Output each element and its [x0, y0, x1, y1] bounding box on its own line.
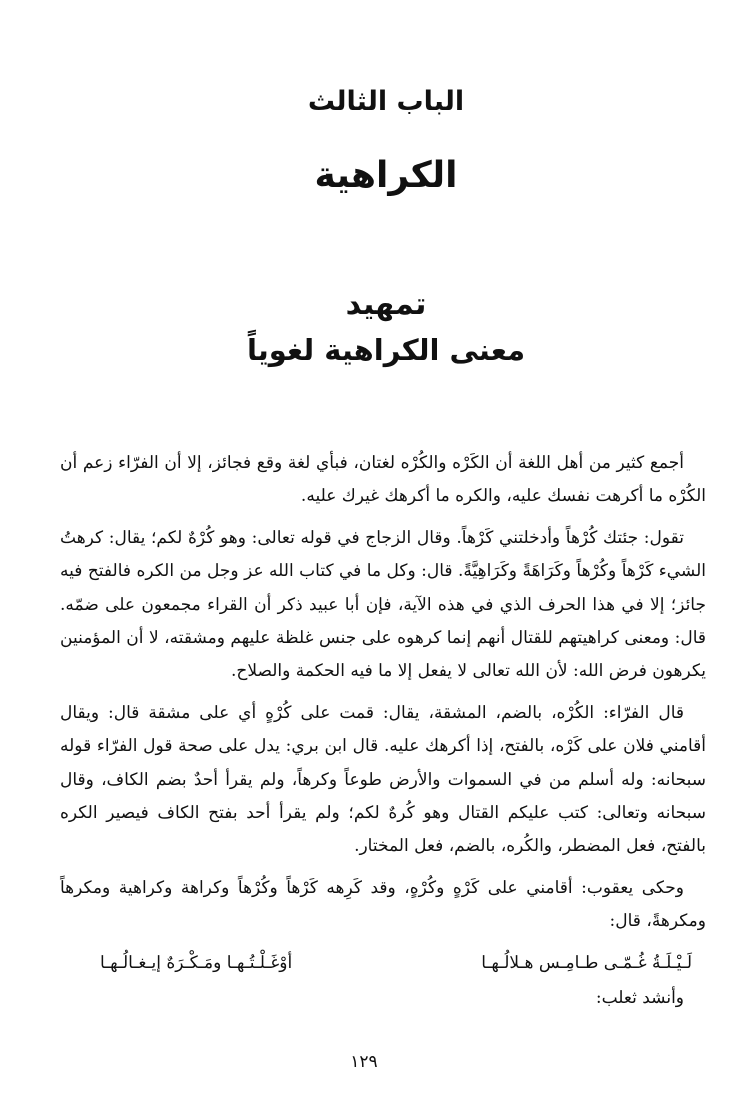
section-title: معنى الكراهية لغوياً	[246, 333, 526, 367]
paragraph: أجمع كثير من أهل اللغة أن الكَرْه والكُرْه لغتان، فبأي لغة وقع فجائز، إلا أن الفرّاء زعم أن الكُرْه ما أكرهت نفسك عليه، والكره ما أكرهك غيرك عليه.	[60, 453, 706, 507]
paragraph: تقول: جئتك كُرْهاً وأدخلتني كَرْهاً. وقال الزجاج في قوله تعالى: وهو كُرْهٌ لكم؛ يقال: كرهتُ الشيء كَرْهاً وكُرْهاً وكَرَاهَةً وكَرَاهِيَّةً. قال: وكل ما في كتاب الله عز وجل من الكره فالفتح فيه جائز؛ إلا في هذا الحرف الذي في هذه الآية، فإن أبا عبيد ذكر أن القراء مجمعون على ضمّه. قال: ومعنى كراهيتهم للقتال أنهم إنما كرهوه على جنس غلظة عليهم ومشقته، لا أن المؤمنين يكرهون فرض الله: لأن الله تعالى لا يفعل إلا ما فيه الحكمة والصلاح.	[60, 527, 706, 682]
section-label: تمهيد	[345, 287, 427, 322]
paragraph: قال الفرّاء: الكُرْه، بالضم، المشقة، يقال: قمت على كُرْهٍ أي على مشقة قال: ويقال أقامني فلان على كَرْه، بالفتح، إذا أكرهك عليه. قال ابن بري: يدل على صحة قول الفرّاء قوله سبحانه: وله أسلم من في السموات والأرض طوعاً وكرهاً، ولم يقرأ أحدٌ بضم الكاف، وقال سبحانه وتعالى: كتب عليكم القتال وهو كُرهٌ لكم؛ ولم يقرأ أحد بفتح الكاف فيصير الكره بالفتح، فعل المضطر، والكُره، بالضم، فعل المختار.	[60, 702, 706, 857]
poetry-verse	[60, 947, 706, 980]
closing-line: وأنشد ثعلب:	[595, 988, 684, 1009]
verse-first-hemistich: لَـيْـلَـةُ غُـمّـى طـامِـس هـلالُـهـا	[481, 952, 692, 973]
chapter-label: الباب الثالث	[307, 86, 465, 117]
chapter-title: الكراهية	[314, 155, 458, 196]
paragraph: وحكى يعقوب: أقامني على كَرْهٍ وكُرْهٍ، وقد كَرِهه كَرْهاً وكُرْهاً وكراهة وكراهية ومكرهاً ومكرهةً، قال:	[60, 877, 706, 932]
body-text	[60, 447, 706, 1024]
page-number: ١٢٩	[350, 1052, 378, 1072]
verse-second-hemistich: أوْغَـلْـتُـهـا ومَـكْـرَهٌ إيـغـالُـهـا	[100, 952, 293, 973]
